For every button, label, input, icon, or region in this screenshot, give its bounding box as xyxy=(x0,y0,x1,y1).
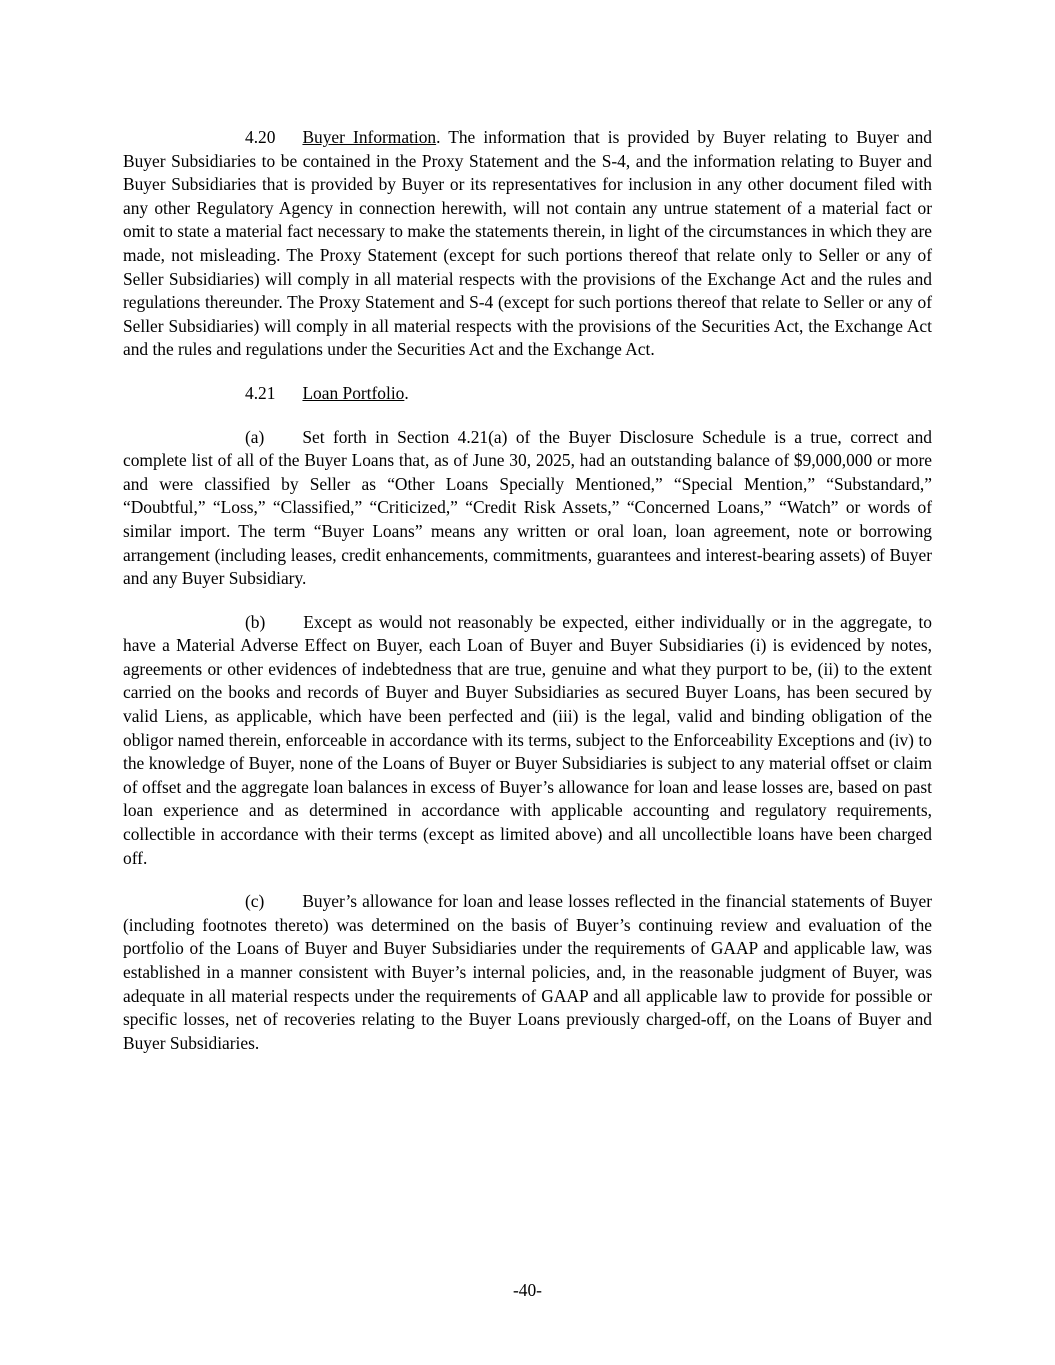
list-marker: (c) xyxy=(245,891,265,912)
list-marker: (b) xyxy=(245,611,266,632)
paragraph-section-4-20 xyxy=(123,126,932,362)
paragraph-body-text: Except as would not reasonably be expected, either individually or in the aggregate, to have a Material Adverse Effect on Buyer, each Loan of Buyer and Buyer Subsidiaries (i) is evidenced by notes, agreements or other evidences of indebtedness that are true, genuine and what they purport to be, (ii) to the extent carried on the books and records of Buyer and Buyer Subsidiaries as secured Buyer Loans, has been secured by valid Liens, as applicable, which have been perfected and (iii) is the legal, valid and binding obligation of the obligor named therein, enforceable in accordance with its terms, subject to the Enforceability Exceptions and (iv) to the knowledge of Buyer, none of the Loans of Buyer or Buyer Subsidiaries is subject to any material offset or claim of offset and the aggregate loan balances in excess of Buyer’s allowance for loan and lease losses are, based on past loan experience and as determined in accordance with applicable accounting and regulatory requirements, collectible in accordance with their terms (except as limited above) and all uncollectible loans have been charged off. xyxy=(123,611,932,868)
section-body-text: . The information that is provided by Buyer relating to Buyer and Buyer Subsidiaries to be contained in the Proxy Statement and the S-4, and the information relating to Buyer and Buyer Subsidiaries that is provided by Buyer or its representatives for inclusion in any other document filed with any other Regulatory Agency in connection herewith, will not contain any untrue statement of a material fact or omit to state a material fact necessary to make the statements therein, in light of the circumstances in which they are made, not misleading. The Proxy Statement (except for such portions thereof that relate only to Seller or any of Seller Subsidiaries) will comply in all material respects with the provisions of the Exchange Act and the rules and regulations thereunder. The Proxy Statement and S-4 (except for such portions thereof that relate to Seller or any of Seller Subsidiaries) will comply in all material respects with the provisions of the Securities Act, the Exchange Act and the rules and regulations under the Securities Act and the Exchange Act. xyxy=(123,127,932,360)
section-heading: Buyer Information xyxy=(302,127,437,147)
paragraph-4-21-c xyxy=(123,890,932,1055)
section-number: 4.21 xyxy=(245,382,276,403)
section-body-text: . xyxy=(404,382,409,403)
page-number: -40- xyxy=(513,1280,542,1301)
paragraph-section-4-21 xyxy=(123,382,932,406)
paragraph-4-21-a xyxy=(123,426,932,591)
page-footer xyxy=(0,1279,1055,1303)
section-number: 4.20 xyxy=(245,127,276,147)
paragraph-body-text: Set forth in Section 4.21(a) of the Buyer Disclosure Schedule is a true, correct and complete list of all of the Buyer Loans that, as of June 30, 2025, had an outstanding balance of $9,000,000 or more and were classified by Seller as “Other Loans Specially Mentioned,” “Special Mention,” “Substandard,” “Doubtful,” “Loss,” “Classified,” “Criticized,” “Credit Risk Assets,” “Concerned Loans,” “Watch” or words of similar import. The term “Buyer Loans” means any written or oral loan, loan agreement, note or borrowing arrangement (including leases, credit enhancements, commitments, guarantees and interest-bearing assets) of Buyer and any Buyer Subsidiary. xyxy=(123,426,932,589)
paragraph-body-text: Buyer’s allowance for loan and lease losses reflected in the financial statements of Buyer (including footnotes thereto) was determined on the basis of Buyer’s continuing review and evaluation of the portfolio of the Loans of Buyer and Buyer Subsidiaries under the requirements of GAAP and applicable law, was established in a manner consistent with Buyer’s internal policies, and, in the reasonable judgment of Buyer, was adequate in all material respects under the requirements of GAAP and all applicable law to provide for possible or specific losses, net of recoveries relating to the Buyer Loans previously charged-off, on the Loans of Buyer and Buyer Subsidiaries. xyxy=(123,891,932,1053)
paragraph-4-21-b xyxy=(123,611,932,871)
list-marker: (a) xyxy=(245,426,265,447)
section-heading: Loan Portfolio xyxy=(302,382,405,403)
